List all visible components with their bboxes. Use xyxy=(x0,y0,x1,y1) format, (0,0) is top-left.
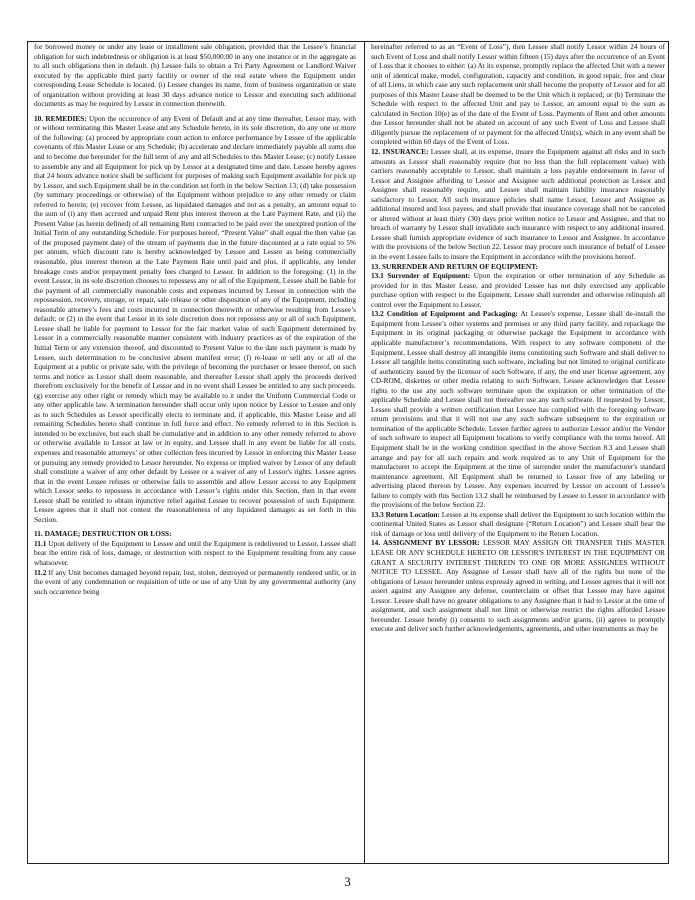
column-divider xyxy=(364,42,365,863)
section-11-1 xyxy=(34,539,356,568)
section-10-text: Upon the occurrence of any Event of Default and at any time thereafter, Lessor may, with or without terminating this Master Lease and any Schedule hereto, in its sole discretion, do any one or more of the following: (a) proceed by appropriate court action to enforce performance by Lessee of the applicable covenants of this Master Lease or any Schedule; (b) accelerate and declare immediately payable all sums due and to become due hereunder for the full term of any and all Schedules to this Master Lease; (c) notify Lessee to assemble any and all Equipment for pick up by Lessor at a designated time and date. Lessee hereby agrees that 24 hours advance notice shall be sufficient for purposes of making such Equipment available for pick up by Lessor, and such Equipment shall be in the condition set forth in the below Section 13; (d) take possession (by summary proceedings or otherwise) of the Equipment without prejudice to any other remedy or claim referred to herein; (e) recover from Lessee, as liquidated damages and not as a penalty, an amount equal to the sum of (i) any then accrued and unpaid Rent plus interest thereon at the Late Payment Rate, and (ii) the Present Value (as herein defined) of all remaining Rent contracted to be paid over the unexpired portion of the Initial Term of any outstanding Schedule. For purposes hereof, “Present Value” shall equal the then value (as of the proposed payment date) of the stream of payments due in the future discounted at a rate equal to 5% per annum, which discount rate is hereby acknowledged by Lessee and Lessor as being commercially reasonable, plus interest thereon at the Late Payment Rate until paid and plus, if applicable, any lender breakage costs and/or prepayment penalty fees charged to Lessor. In addition to the foregoing: (1) in the event Lessor, in its sole discretion chooses to repossess any or all of the Equipment, Lessee shall be liable for the payment of all commercially reasonable costs and expenses incurred by Lessor in connection with the repossession, recovery, storage, or repair, sale release or other disposition of any of the Equipment, including reasonable attorney’s fees and costs incurred in connection therewith or otherwise resulting from Lessee’s default; or (2) in the event that Lessor in its sole discretion does not repossess any or all of such Equipment, Lessee shall be liable for payment to Lessor for the fair market value of such Equipment determined by Lessor in a commercially reasonable manner consistent with industry practices as of the expiration of the Initial Term or any extension thereof, and discounted to Present Value to the date such payment is made by Lessee, such determination to be conclusive absent manifest error; (f) re-lease or sell any or all of the Equipment at a public or private sale, with the privilege of becoming the purchaser or lessee thereof, on such terms and notice as Lessor shall deem reasonable, and thereafter Lessor shall apply the proceeds derived therefrom exclusively for the benefit of Lessor and in no event shall Lessee be entitled to any such proceeds. (g) exercise any other right or remedy which may be available to it under the Uniform Commercial Code or any other applicable law. A termination hereunder shall occur only upon notice by Lessor to Lessee and only as to such Schedules as Lessor specifically elects to terminate and, if applicable, this Master Lease and all remaining Schedules hereto shall continue in full force and effect. No remedy referred to in this Section is intended to be exclusive, but each shall be cumulative and in addition to any other remedy referred to above or otherwise available to Lessor at law or in equity, and Lessee shall in any event be liable for all costs, expenses and reasonable attorneys’ or other collection fees incurred by Lessor in enforcing this Master Lease or pursuing any remedy provided to Lessor hereunder. No express or implied waiver by Lessor of any default shall constitute a waiver of any other default by Lessee or a waiver of any of Lessor's rights. Lessee agrees that in the event Lessee refuses or otherwise fails to assemble and allow Lessor access to any Equipment which Lessor seeks to repossess in accordance with Lessor’s rights under this Section, then in that event Lessor shall be entitled to obtain injunctive relief against Lessee to recover possession of such Equipment. Lessee agrees that it shall not contest the reasonableness of any liquidated damages as set forth in this Section. xyxy=(34,113,356,524)
right-column xyxy=(371,42,665,863)
section-13-3 xyxy=(371,510,665,539)
section-13-3-heading: 13.3 Return Location: xyxy=(371,509,440,519)
section-11-1-number: 11.1 xyxy=(34,538,47,548)
section-13-2-heading: 13.2 Condition of Equipment and Packaging: xyxy=(371,309,518,319)
section-11-2-number: 11.2 xyxy=(34,567,47,577)
section-11-heading-line xyxy=(34,529,356,539)
section-11-heading: 11. DAMAGE; DESTRUCTION OR LOSS: xyxy=(34,529,172,539)
section-14-heading: 14. ASSIGNMENT BY LESSOR: xyxy=(371,538,480,548)
section-11-2-text: If any Unit becomes damaged beyond repair, lost, stolen, destroyed or permanently rendered unfit, or in the event of any condemnation or requisition of title or use of any Unit by any governmental authority (any such occurrence being xyxy=(34,567,356,596)
left-column xyxy=(34,42,356,863)
section-12-text: Lessee shall, at its expense, insure the Equipment against all risks and in such amounts as Lessor shall reasonably require (but no less than the full replacement value) with carriers reasonably acceptable to Lessor, shall maintain a loss payable endorsement in favor of Lessor and Assignee affording to Lessor and Assignee such additional protection as Lessor and Assignee shall reasonably require, and Lessee shall maintain liability insurance reasonably satisfactory to Lessor. All such insurance policies shall name Lessor, Lessor and Assignee as additional insured and loss payees, and shall provide that insurance coverage shall not be canceled or altered without at least thirty (30) days prior written notice to Lessor and Assignee, and that no breach of warranty by Lessor shall invalidate such insurance with respect to any additional insured. Lessee shall furnish appropriate evidence of such insurance to Lessor and Assignee. In accordance with the provisions of the below Section 22, Lessor may procure such insurance of behalf of Lessee in the event Lessee fails to insure the Equipment in accordance with the provisions hereof. xyxy=(371,147,665,262)
section-14-assignment xyxy=(371,538,665,633)
contract-page-frame xyxy=(27,41,669,864)
paragraph-event-of-default-continued: for borrowed money or under any lease or installment sale obligation, provided that the Lessee’s financial obligation for such indebtedness or obligation is at least $50,000.00 in any one instance or in the aggregate as to all such obligations then in default. (h) Lessee fails to obtain a Tri Party Agreement or Landlord Waiver executed by the applicable third party facility or owner of the real estate where the Equipment under corresponding Lease Schedule is located. (i) Lessee changes its name, form of business organization or state of organization without providing at least 30 days advance notice to Lessor and executing such additional documents as may be required by Lessor in connection therewith. xyxy=(34,42,356,109)
section-14-caps-text: LESSOR MAY ASSIGN OR TRANSFER THIS MASTER LEASE OR ANY SCHEDULE HERETO OR LESSOR'S INTEREST IN THE EQUIPMENT OR GRANT A SECURITY INTEREST THEREIN TO ONE OR MORE ASSIGNEES WITHOUT NOTICE TO LESSEE. xyxy=(371,538,665,577)
section-13-3-text: Lessee at its expense shall deliver the Equipment to such location within the continental United States as Lessor shall designate (“Return Location”) and Lessee shall bear the risk of damage or loss until delivery of the Equipment to the Return Location. xyxy=(371,509,665,538)
section-13-1-text: Upon the expiration or other termination of any Schedule as provided for in this Master Lease, and provided Lessee has not duly exercised any applicable purchase option with respect to the Equipment, Lessee shall surrender and otherwise relinquish all control over the Equipment to Lessor. xyxy=(371,271,665,309)
section-13-heading: 13. SURRENDER AND RETURN OF EQUIPMENT: xyxy=(371,261,538,271)
section-13-heading-line xyxy=(371,262,665,272)
section-12-heading: 12. INSURANCE: xyxy=(371,147,429,157)
section-13-1-heading: 13.1 Surrender of Equipment: xyxy=(371,271,471,281)
section-12-insurance xyxy=(371,147,665,262)
paragraph-event-of-loss-continued: hereinafter referred to as an “Event of Loss”), then Lessee shall notify Lessor within 24 hours of such Event of Loss and shall notify Lessor within fifteen (15) days after the occurrence of an Event of Loss that it chooses to either: (a) At its expense, promptly replace the affected Unit with a newer unit of identical make, model, configuration, capacity and condition, in good repair, free and clear of all Liens, in which case any such replacement unit shall become the property of Lessor and for all purposes of this Master Lease shall be deemed to be the Unit which it replaced; or (b) Terminate the Schedule with respect to the affected Unit and pay to Lessor, an amount equal to the sum as calculated in Section 10(e) as of the date of the Event of Loss. Payments of Rent and other amounts due Lessor hereunder shall not be abated on account of any such Event of Loss and Lessee shall diligently pursue the replacement of or payment for the affected Unit(s), which in any event shall be completed within 60 days of the Event of Loss. xyxy=(371,42,665,147)
section-14-text: Any Assignee of Lessor shall have all of the rights but none of the obligations of Lessor hereunder unless expressly agreed in writing, and Lessee agrees that it will not assert against any Assignee any defense, counterclaim or offset that Lessee may have against Lessor. Lessee shall have no greater obligations to any Assignee than it had to Lessor at the time of assignment, and such assignment shall not limit or otherwise restrict the rights afforded Lessee hereunder. Lessee hereby (i) consents to such assignments and/or grants, (ii) agrees to promptly execute and deliver such further acknowledgements, agreements, and other instruments as may be xyxy=(371,567,665,634)
page-number: 3 xyxy=(344,874,351,889)
section-10-remedies xyxy=(34,114,356,525)
section-11-2 xyxy=(34,568,356,597)
section-13-1 xyxy=(371,271,665,309)
section-10-heading: 10. REMEDIES: xyxy=(34,113,87,123)
section-11-1-text: Upon delivery of the Equipment to Lessee and until the Equipment is redelivered to Lessor, Lessee shall bear the entire risk of loss, damage, or destruction with respect to the Equipment resulting from any cause whatsoever. xyxy=(34,538,356,567)
section-13-2 xyxy=(371,309,665,509)
section-13-2-text: At Lessee's expense, Lessee shall de-install the Equipment from Lessee’s other systems and premises or any third party facility, and repackage the Equipment in its original packaging or otherwise package the Equipment in accordance with applicable manufacturer’s recommendations. With respect to any software component of the Equipment, Lessee shall destroy all intangible items constituting such Software and shall deliver to Lessor all tangible items constituting such software, including but not limited to original certificate of authenticity issued by the licensor of such Software, if any, the end user license agreement, any CD-ROM, diskettes or other media relating to such Software. Lessee acknowledges that Lessee rights to the use any such software terminate upon the expiration or other termination of the applicable Schedule and Lessee shall not thereafter use any such software. If requested by Lessor, Lessee shall provide a written certification that Lessee has complied with the foregoing software return provisions and that it will not use any such software subsequent to the expiration or termination of the applicable Schedule. Lessee further agrees to authorize Lessor and/or the Vendor of such software to inspect all Equipment locations to verify compliance with the terms hereof. All Equipment shall be in the working condition specified in the above Section 8.3 and Lessee shall arrange and pay for all such repairs and work required as to any Unit of Equipment for the manufacturer to accept the Equipment at the time of surrender under the manufacturer's standard maintenance agreement. All Equipment shall be returned to Lessor free of any labeling or advertising placed thereon by Lessee. Any expenses incurred by Lessor on account of Lessee’s failure to comply with this Section 13.2 shall be reimbursed by Lessee to Lessor in accordance with the provisions of the below Section 22. xyxy=(371,309,665,510)
